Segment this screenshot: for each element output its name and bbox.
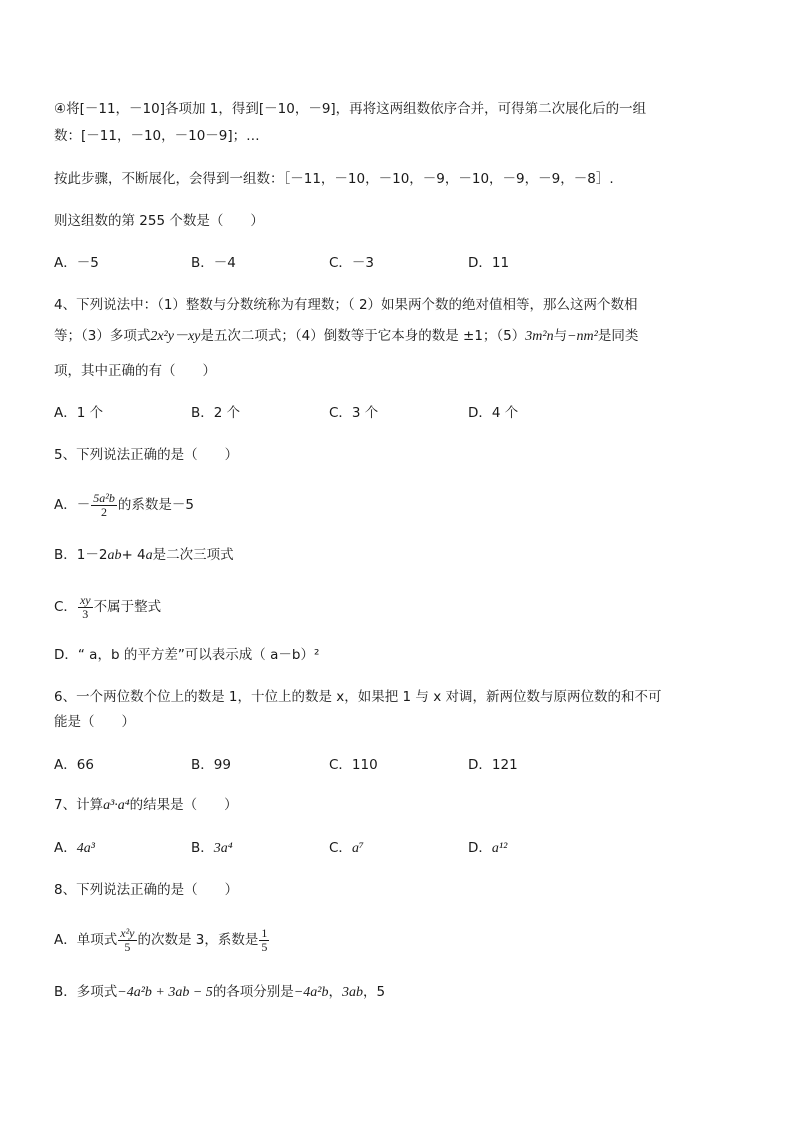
q7-title-prefix: 7、计算 <box>54 797 104 813</box>
q7-a-label: A． <box>54 840 77 856</box>
q8-a-prefix: A．单项式 <box>54 932 118 948</box>
q8-b-mid: 的各项分别是 <box>212 984 294 1000</box>
q8-b-expr3: 3ab <box>341 985 363 1000</box>
q7-option-b <box>191 838 233 859</box>
q5-a-frac-den: 2 <box>101 504 108 519</box>
q5-c-prefix: C． <box>54 599 77 615</box>
q8-a-frac-den: 5 <box>124 939 131 954</box>
q8-a-fraction2 <box>259 927 269 954</box>
q7-title <box>54 795 238 816</box>
q4-expr-nm2: −nm² <box>567 329 598 344</box>
q7-option-c <box>329 838 364 859</box>
q4-line2-c: 与 <box>553 328 568 344</box>
q4-expr-polynomial: 2x²y－xy <box>150 329 201 344</box>
q4-line3: 项，其中正确的有（ ） <box>54 363 216 379</box>
q5-a-frac-num: 5a²b <box>93 490 115 505</box>
q5-a-suffix: 的系数是－5 <box>117 497 194 513</box>
q5-title: 5、下列说法正确的是（ ） <box>54 447 239 463</box>
q8-b-expr: −4a²b + 3ab − 5 <box>117 985 213 1000</box>
q4-expr-3m2n: 3m²n <box>525 329 554 344</box>
q8-b-end: ，5 <box>362 984 386 1000</box>
intro-option-b: B．－4 <box>191 255 236 271</box>
step4-line1: ④将[－11，－10]各项加 1，得到[－10，－9]，再将这两组数依序合并，可得第二次展化后的一组 <box>54 101 647 117</box>
q7-title-suffix: 的结果是（ ） <box>129 797 238 813</box>
q5-c-frac-den: 3 <box>82 606 89 621</box>
q5-option-c <box>54 590 161 624</box>
intro-option-c: C．－3 <box>329 255 375 271</box>
q4-line2-b: 是五次二项式；（4）倒数等于它本身的数是 ±1；（5） <box>200 328 526 344</box>
q8-a-fraction <box>118 927 136 954</box>
q4-line2 <box>54 326 638 347</box>
q5-b-prefix: B．1－2 <box>54 547 108 563</box>
q7-c-label: C． <box>329 840 352 856</box>
q6-option-a: A．66 <box>54 757 94 773</box>
q4-option-c: C．3 个 <box>329 405 379 421</box>
q5-option-a <box>54 488 194 522</box>
q8-option-a <box>54 923 270 957</box>
q8-a-mid: 的次数是 3，系数是 <box>137 932 259 948</box>
q7-option-d <box>468 838 507 859</box>
q8-title: 8、下列说法正确的是（ ） <box>54 882 239 898</box>
q6-option-b: B．99 <box>191 757 231 773</box>
q7-b-expr: 3a⁴ <box>213 841 233 856</box>
q5-a-fraction <box>91 492 117 519</box>
q7-b-label: B． <box>191 840 214 856</box>
q6-option-c: C．110 <box>329 757 378 773</box>
q6-option-d: D．121 <box>468 757 518 773</box>
q5-b-suffix: 是二次三项式 <box>152 547 234 563</box>
step4-line2: 数：[－11，－10，－10－9]；… <box>54 128 260 144</box>
q8-b-expr2: −4a²b <box>293 985 329 1000</box>
q8-b-prefix: B．多项式 <box>54 984 118 1000</box>
q6-line1: 6、一个两位数个位上的数是 1，十位上的数是 x，如果把 1 与 x 对调，新两位数与原两位数的和不可 <box>54 689 662 705</box>
q7-d-expr: a¹² <box>491 841 508 856</box>
q6-line2: 能是（ ） <box>54 714 135 730</box>
q4-line1: 4、下列说法中：（1）整数与分数统称为有理数；（ 2）如果两个数的绝对值相等，那么这两个数相 <box>54 297 638 313</box>
q7-a-expr: 4a³ <box>76 841 95 856</box>
q5-a-prefix: A．－ <box>54 497 91 513</box>
q4-line2-a: 等；（3）多项式 <box>54 328 151 344</box>
question-line: 则这组数的第 255 个数是（ ） <box>54 213 264 229</box>
q5-b-expr1: ab <box>107 548 122 563</box>
q5-c-suffix: 不属于整式 <box>93 599 162 615</box>
intro-option-d: D．11 <box>468 255 510 271</box>
q5-b-expr2: a <box>145 548 153 563</box>
q5-option-b <box>54 545 234 566</box>
q8-a-frac2-num: 1 <box>261 925 268 940</box>
q4-option-d: D．4 个 <box>468 405 519 421</box>
q4-option-a: A．1 个 <box>54 405 104 421</box>
q5-b-mid: + 4 <box>121 547 146 563</box>
q8-b-sep: ， <box>328 984 342 1000</box>
q7-title-expr: a³·a⁴ <box>103 798 130 813</box>
q5-c-fraction <box>78 594 93 621</box>
intro-option-a: A．－5 <box>54 255 99 271</box>
q7-option-a <box>54 838 95 859</box>
q8-a-frac2-den: 5 <box>261 939 268 954</box>
q8-a-frac-num: x²y <box>120 925 135 940</box>
q7-c-expr: a⁷ <box>351 841 364 856</box>
summary-line: 按此步骤，不断展化，会得到一组数：［－11，－10，－10，－9，－10，－9，－9，－8］. <box>54 171 614 187</box>
q4-option-b: B．2 个 <box>191 405 241 421</box>
q5-c-frac-num: xy <box>79 592 91 607</box>
q4-line2-d: 是同类 <box>597 328 639 344</box>
q7-d-label: D． <box>468 840 492 856</box>
q5-option-d: D．“ a，b 的平方差”可以表示成（ a－b）² <box>54 647 320 663</box>
q8-option-b <box>54 982 385 1003</box>
